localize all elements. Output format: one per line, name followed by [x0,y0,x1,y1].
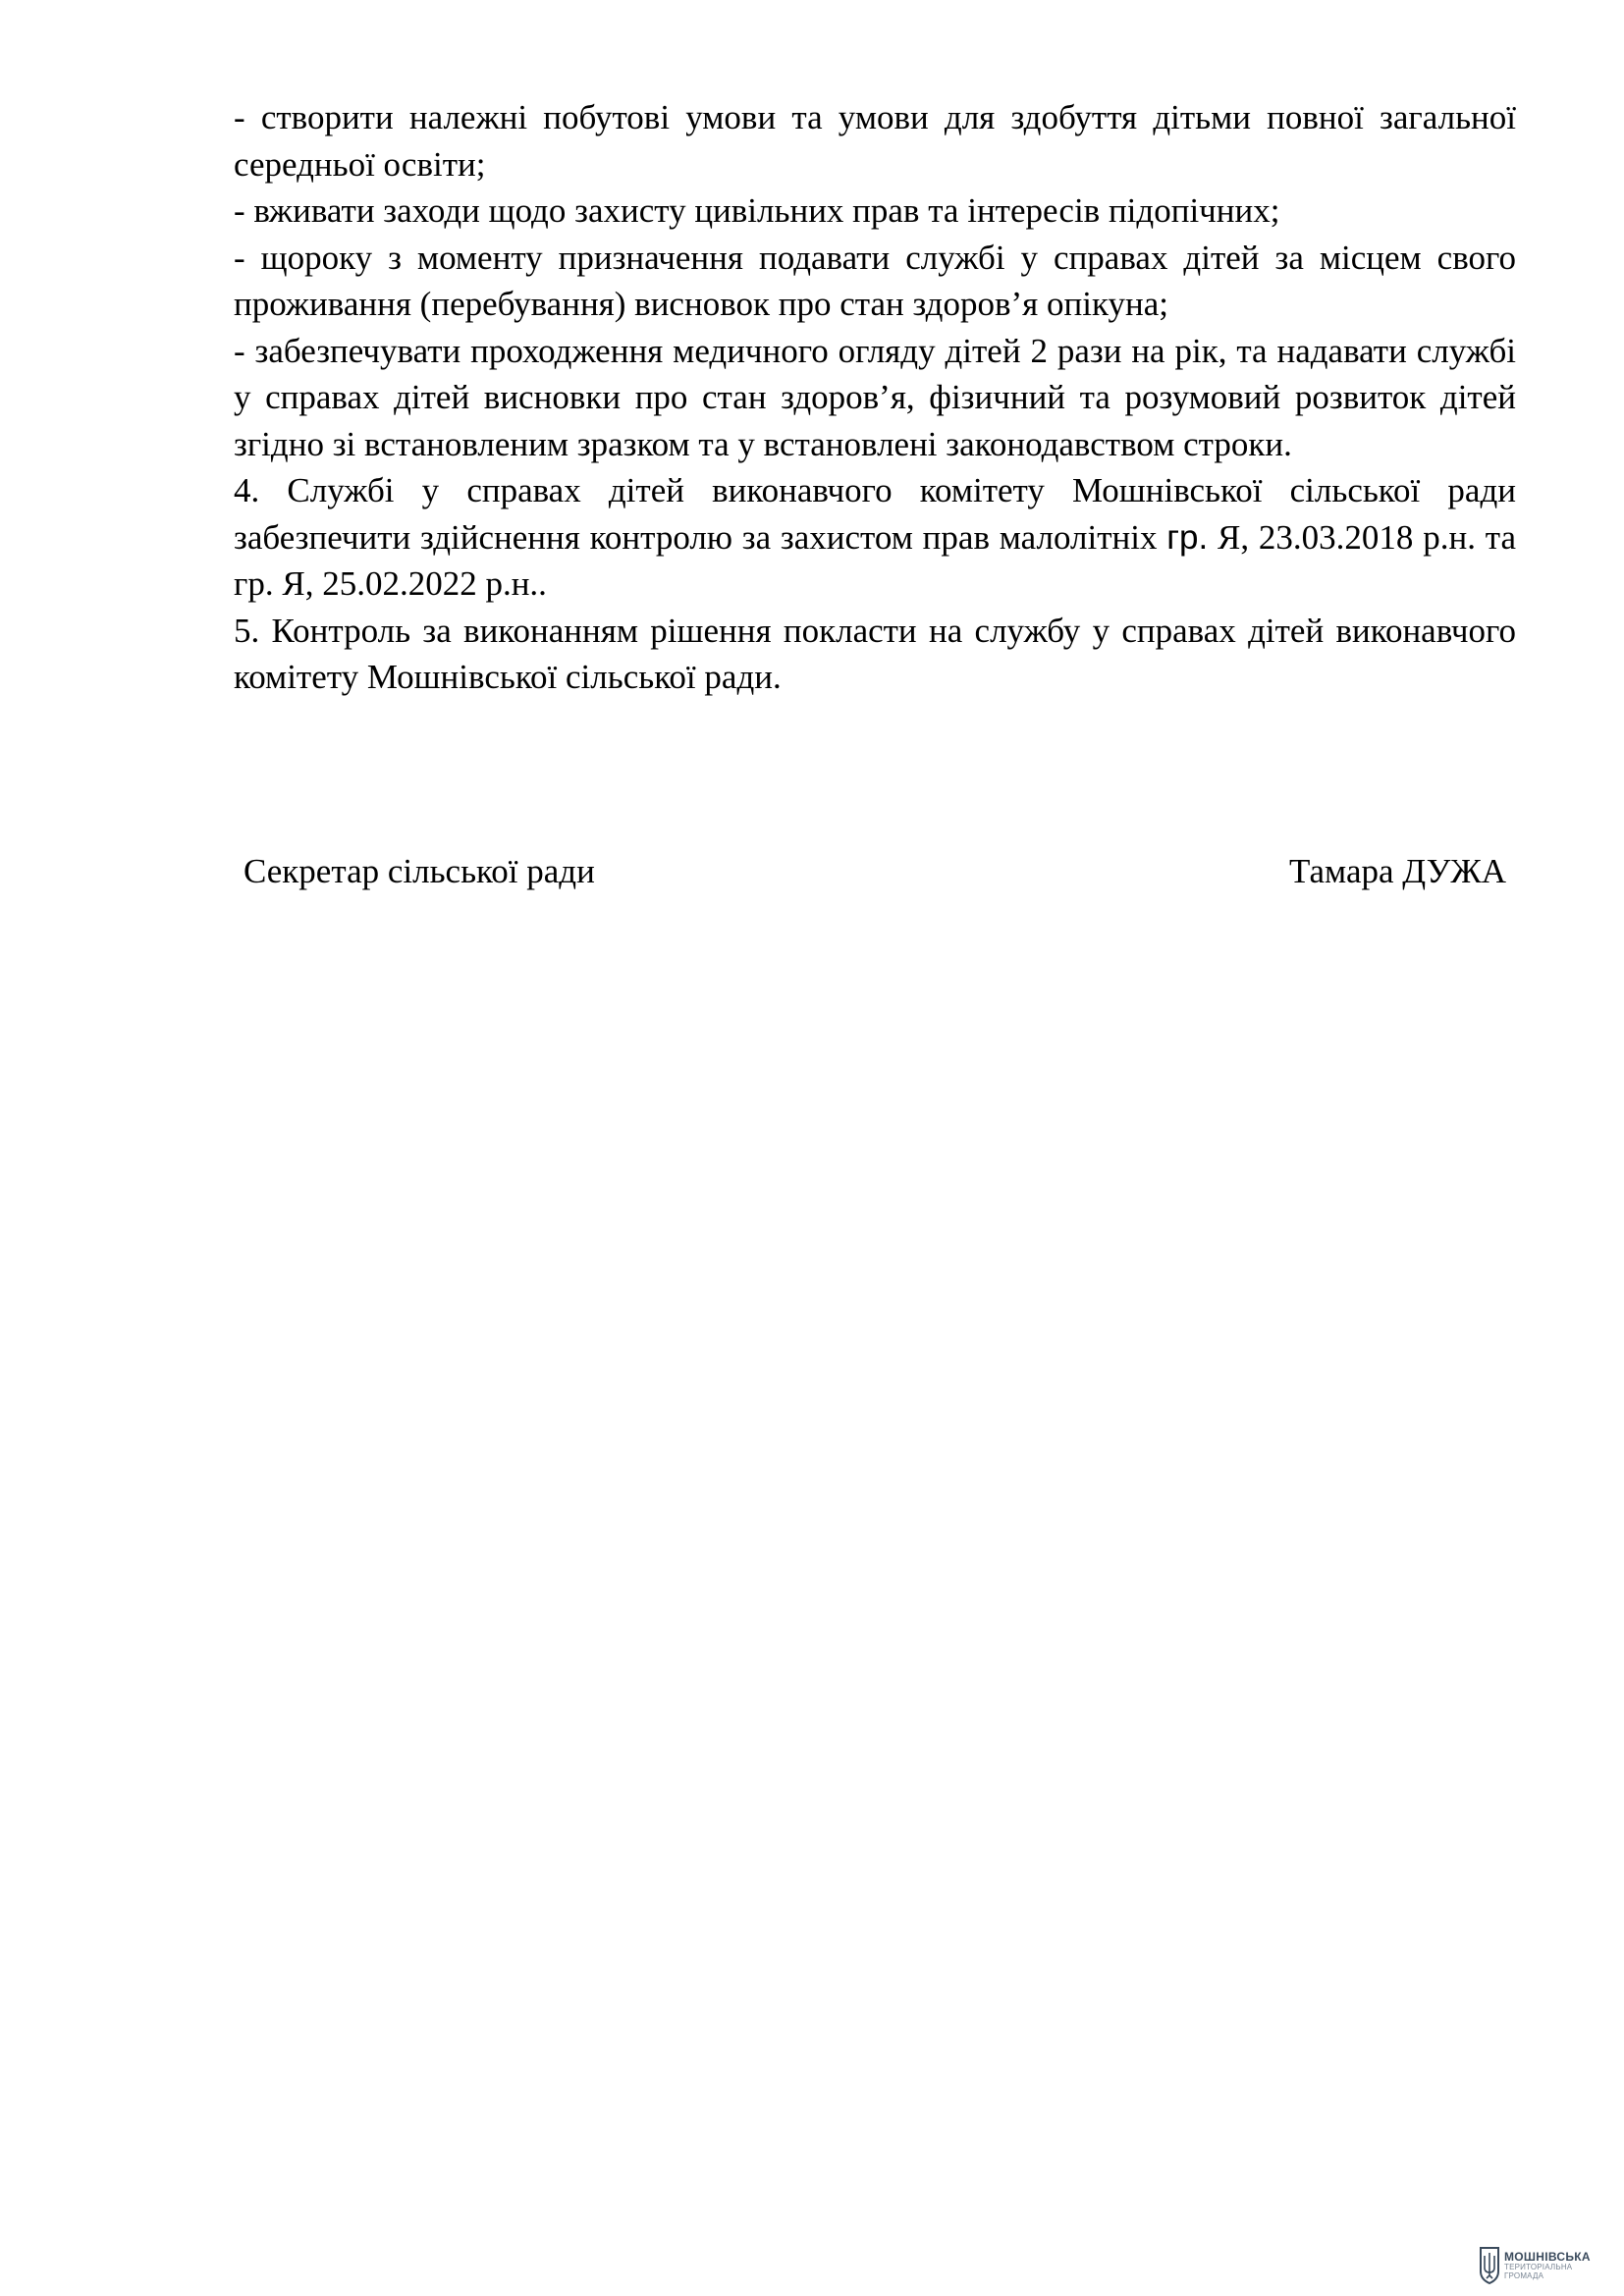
logo-line-community: МОШНІВСЬКА [1504,2250,1591,2264]
logo-line-territorial: ТЕРИТОРІАЛЬНА [1504,2263,1573,2271]
trident-emblem-icon [1479,2246,1500,2285]
clause-4-control [234,467,1516,608]
list-item-medical-exam: - забезпечувати проходження медичного огляду дітей 2 рази на рік, та надавати службі у справах дітей висновки про стан здоров’я, фізичний та розумовий розвиток дітей згідно зі встановленим зразком та у встановлені законодавством строки. [234,331,1516,463]
list-item-living-conditions: - створити належні побутові умови та умови для здобуття дітьми повної загальної середньої освіти; [234,98,1516,184]
document-body [234,94,1516,701]
clause-4-abbrev: гр. [1166,517,1209,557]
clause-4-text-end: Я, 23.03.2018 р.н. та гр. Я, 25.02.2022 р.н.. [234,517,1516,603]
clause-4-text-start: 4. Службі у справах дітей виконавчого комітету Мошнівської сільської ради забезпечити здійснення контролю за захистом прав малолітніх [234,471,1516,557]
logo-line-hromada: ГРОМАДА [1504,2271,1544,2280]
signatory-name: Тамара ДУЖА [1289,852,1506,890]
community-logo [1479,2242,1616,2289]
clause-5-oversight: 5. Контроль за виконанням рішення покласти на службу у справах дітей виконавчого комітету Мошнівської сільської ради. [234,611,1516,696]
signatory-title: Секретар сільської ради [244,852,595,890]
list-item-protect-rights: - вживати заходи щодо захисту цивільних прав та інтересів підопічних; [234,191,1280,230]
logo-text [1504,2251,1591,2280]
list-item-health-report: - щороку з моменту призначення подавати службі у справах дітей за місцем свого проживання (перебування) висновок про стан здоров’я опікуна; [234,238,1516,323]
